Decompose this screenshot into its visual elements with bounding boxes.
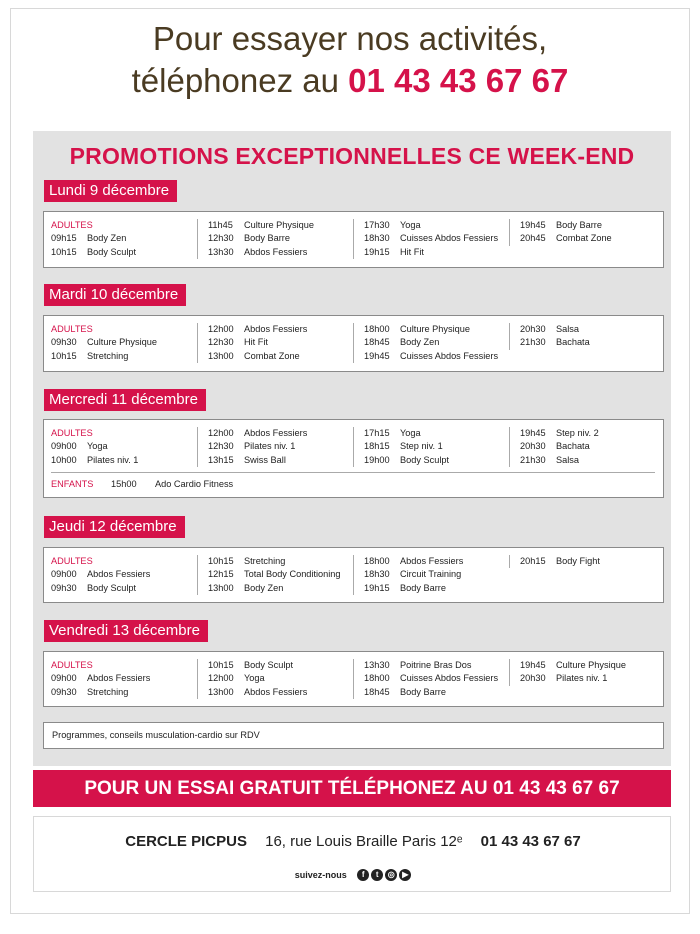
class-name: Culture Physique (87, 337, 157, 348)
category-label: ADULTES (51, 324, 93, 334)
day-label: Mardi 10 décembre (44, 284, 186, 306)
day-schedule (43, 419, 664, 498)
class-name: Yoga (87, 441, 108, 452)
class-name: Hit Fit (244, 337, 268, 348)
day-schedule (43, 651, 664, 707)
class-time: 13h00 (208, 686, 234, 697)
class-row (208, 454, 347, 467)
day-label: Lundi 9 décembre (44, 180, 177, 202)
class-time: 12h00 (208, 324, 234, 334)
class-name: Cuisses Abdos Fessiers (400, 350, 499, 361)
class-row (208, 219, 347, 232)
class-time: 09h30 (51, 686, 77, 697)
schedule-panel (33, 131, 671, 766)
class-row (208, 427, 347, 440)
class-time: 18h00 (364, 324, 390, 334)
class-name: Body Sculpt (400, 454, 450, 465)
class-time: 13h30 (364, 660, 390, 670)
class-name: Abdos Fessiers (87, 569, 151, 580)
class-time: 21h30 (520, 454, 546, 465)
class-row (364, 246, 503, 259)
day-schedule (43, 211, 664, 268)
class-row (51, 246, 201, 259)
class-row (364, 686, 503, 699)
class-name: Cuisses Abdos Fessiers (400, 233, 499, 244)
headline-prefix: téléphonez au (131, 62, 339, 99)
class-row (208, 350, 347, 363)
category-label: ADULTES (51, 660, 93, 670)
class-row (364, 323, 503, 336)
class-row (520, 323, 659, 336)
schedule-column (509, 555, 659, 568)
headline-line1: Pour essayer nos activités, (152, 20, 548, 57)
follow-label: suivez-nous (294, 870, 347, 880)
club-address: 16, rue Louis Braille Paris 12ᵉ (265, 833, 463, 850)
class-row (208, 659, 347, 672)
class-name: Abdos Fessiers (244, 686, 308, 697)
class-name: Abdos Fessiers (244, 246, 308, 257)
schedule-column (353, 659, 503, 699)
class-time: 11h45 (208, 220, 233, 230)
class-row (520, 232, 659, 245)
class-row (208, 246, 347, 259)
class-row (208, 686, 347, 699)
class-name: Abdos Fessiers (244, 324, 308, 334)
social-links (34, 869, 672, 881)
class-name: Combat Zone (244, 350, 300, 361)
schedule-column (51, 555, 201, 595)
class-time: 21h30 (520, 337, 546, 348)
day-schedule (43, 315, 664, 372)
class-name: Body Zen (244, 582, 284, 593)
class-time: 10h15 (51, 350, 77, 361)
class-name: Abdos Fessiers (244, 428, 308, 438)
day-label: Jeudi 12 décembre (44, 516, 185, 538)
class-name: Body Sculpt (87, 582, 137, 593)
headline (0, 18, 700, 102)
class-time: 18h00 (364, 556, 390, 566)
twitter-icon[interactable]: t (371, 869, 383, 881)
schedule-column (197, 659, 347, 699)
class-name: Abdos Fessiers (87, 673, 151, 684)
class-row (208, 336, 347, 349)
class-name: Cuisses Abdos Fessiers (400, 673, 499, 684)
class-row (51, 672, 201, 685)
class-name: Hit Fit (400, 246, 424, 257)
class-name: Step niv. 2 (556, 428, 599, 438)
schedule-column (51, 219, 201, 259)
promo-title: PROMOTIONS EXCEPTIONNELLES CE WEEK-END (69, 143, 635, 169)
class-name: Salsa (556, 324, 579, 334)
class-name: Circuit Training (400, 569, 462, 580)
class-time: 12h00 (208, 673, 234, 684)
class-name: Pilates niv. 1 (244, 441, 296, 452)
schedule-column (51, 427, 201, 467)
class-time: 09h00 (51, 569, 77, 580)
class-name: Body Zen (400, 337, 440, 348)
class-row (208, 672, 347, 685)
class-row (208, 232, 347, 245)
class-time: 10h15 (51, 246, 77, 257)
class-row (208, 582, 347, 595)
class-name: Body Sculpt (87, 246, 137, 257)
class-row (364, 568, 503, 581)
class-row (520, 219, 659, 232)
class-time: 19h45 (520, 428, 546, 438)
class-time: 12h00 (208, 428, 234, 438)
kids-class-name: Ado Cardio Fitness (155, 479, 234, 489)
class-name: Total Body Conditioning (244, 569, 341, 580)
class-time: 17h15 (364, 428, 390, 438)
class-row (364, 350, 503, 363)
class-time: 20h30 (520, 441, 546, 452)
class-row (51, 686, 201, 699)
class-row (51, 582, 201, 595)
club-phone[interactable]: 01 43 43 67 67 (480, 833, 581, 850)
class-name: Stretching (244, 556, 286, 566)
class-row (364, 582, 503, 595)
schedule-column (509, 659, 659, 686)
class-name: Culture Physique (400, 324, 470, 334)
class-name: Yoga (400, 220, 421, 230)
class-row (364, 219, 503, 232)
instagram-icon[interactable]: ◎ (385, 869, 397, 881)
schedule-column (353, 427, 503, 467)
class-name: Body Barre (400, 582, 446, 593)
youtube-icon[interactable]: ▶ (399, 869, 411, 881)
class-row (51, 440, 201, 453)
class-time: 20h15 (520, 556, 546, 566)
class-name: Bachata (556, 441, 590, 452)
class-name: Culture Physique (244, 220, 314, 230)
facebook-icon[interactable]: f (357, 869, 369, 881)
class-time: 18h30 (364, 569, 390, 580)
class-time: 19h15 (364, 582, 390, 593)
day-label: Vendredi 13 décembre (44, 620, 208, 642)
day-schedule (43, 547, 664, 603)
class-name: Body Barre (400, 686, 446, 697)
schedule-column (353, 555, 503, 595)
class-row (520, 336, 659, 349)
class-time: 12h30 (208, 441, 234, 452)
class-time: 13h00 (208, 350, 234, 361)
schedule-column (197, 323, 347, 363)
class-row (520, 659, 659, 672)
class-row (520, 440, 659, 453)
class-name: Body Zen (87, 233, 127, 244)
class-name: Swiss Ball (244, 454, 286, 465)
class-time: 13h00 (208, 582, 234, 593)
class-row (364, 659, 503, 672)
class-row (520, 672, 659, 685)
schedule-column (197, 219, 347, 259)
class-row (520, 454, 659, 467)
class-row (364, 555, 503, 568)
class-row (364, 672, 503, 685)
schedule-column (509, 219, 659, 246)
class-time: 12h15 (208, 569, 234, 580)
class-time: 17h30 (364, 220, 390, 230)
class-row (364, 454, 503, 467)
kids-time: 15h00 (111, 479, 137, 489)
class-row (208, 568, 347, 581)
free-trial-banner[interactable]: POUR UN ESSAI GRATUIT TÉLÉPHONEZ AU 01 43 43 67 67 (33, 770, 671, 807)
class-row (51, 232, 201, 245)
class-name: Stretching (87, 350, 129, 361)
headline-phone[interactable]: 01 43 43 67 67 (348, 62, 569, 99)
schedule-column (509, 427, 659, 467)
class-time: 20h30 (520, 673, 546, 684)
class-time: 18h30 (364, 233, 390, 244)
class-name: Pilates niv. 1 (87, 454, 139, 465)
divider (51, 472, 655, 473)
class-name: Culture Physique (556, 660, 626, 670)
class-time: 20h45 (520, 233, 546, 244)
class-name: Body Barre (556, 220, 602, 230)
class-time: 19h45 (520, 220, 546, 230)
class-time: 10h15 (208, 660, 234, 670)
class-row (520, 427, 659, 440)
appointment-note: Programmes, conseils musculation-cardio sur RDV (43, 722, 664, 749)
class-name: Combat Zone (556, 233, 612, 244)
schedule-column (353, 219, 503, 259)
class-time: 18h45 (364, 337, 390, 348)
class-name: Bachata (556, 337, 590, 348)
schedule-column (197, 555, 347, 595)
class-row (208, 323, 347, 336)
schedule-column (353, 323, 503, 363)
class-row (51, 454, 201, 467)
class-time: 09h30 (51, 337, 77, 348)
class-name: Salsa (556, 454, 579, 465)
schedule-column (197, 427, 347, 467)
category-label: ADULTES (51, 556, 93, 566)
class-row (208, 440, 347, 453)
kids-row (51, 479, 233, 489)
class-time: 10h00 (51, 454, 77, 465)
kids-label: ENFANTS (51, 479, 94, 489)
class-name: Pilates niv. 1 (556, 673, 608, 684)
class-row (364, 232, 503, 245)
class-time: 18h00 (364, 673, 390, 684)
class-time: 19h15 (364, 246, 390, 257)
class-time: 13h30 (208, 246, 234, 257)
class-name: Yoga (244, 673, 265, 684)
class-time: 19h45 (364, 350, 390, 361)
address-line (34, 833, 672, 850)
class-time: 10h15 (208, 556, 234, 566)
schedule-column (51, 659, 201, 699)
class-name: Body Sculpt (244, 660, 294, 670)
class-name: Poitrine Bras Dos (400, 660, 472, 670)
class-name: Yoga (400, 428, 421, 438)
class-row (364, 336, 503, 349)
class-time: 09h00 (51, 673, 77, 684)
class-row (208, 555, 347, 568)
class-row (364, 440, 503, 453)
club-name: CERCLE PICPUS (125, 833, 247, 850)
class-time: 18h15 (364, 441, 390, 452)
class-time: 12h30 (208, 233, 234, 244)
class-time: 19h00 (364, 454, 390, 465)
class-row (364, 427, 503, 440)
class-name: Body Barre (244, 233, 290, 244)
class-time: 13h15 (208, 454, 234, 465)
class-time: 09h15 (51, 233, 77, 244)
class-row (520, 555, 659, 568)
class-name: Step niv. 1 (400, 441, 443, 452)
class-name: Abdos Fessiers (400, 556, 464, 566)
headline-line2 (0, 60, 700, 102)
class-time: 12h30 (208, 337, 234, 348)
day-label: Mercredi 11 décembre (44, 389, 206, 411)
class-time: 18h45 (364, 686, 390, 697)
class-time: 19h45 (520, 660, 546, 670)
footer (33, 816, 671, 892)
class-name: Body Fight (556, 556, 600, 566)
class-row (51, 350, 201, 363)
category-label: ADULTES (51, 220, 93, 230)
class-row (51, 336, 201, 349)
class-time: 09h30 (51, 582, 77, 593)
class-time: 20h30 (520, 324, 546, 334)
class-row (51, 568, 201, 581)
schedule-column (51, 323, 201, 363)
category-label: ADULTES (51, 428, 93, 438)
class-name: Stretching (87, 686, 129, 697)
class-time: 09h00 (51, 441, 77, 452)
schedule-column (509, 323, 659, 350)
